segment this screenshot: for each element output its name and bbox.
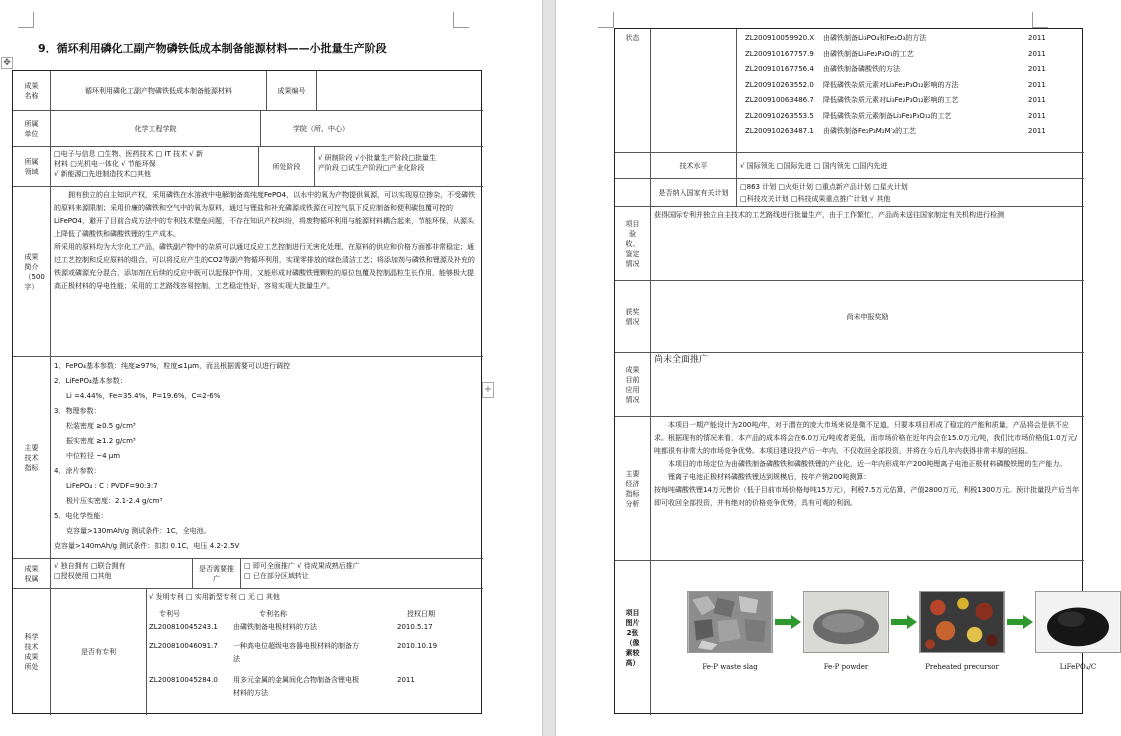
econ-paragraph: 本项目的市场定位为由磷铁制备磷酸铁和磷酸铁锂的产业化，近一年内形成年产200吨锂离子电池正极材料磷酸铁锂的生产能力。 (668, 460, 1067, 468)
summary-text (51, 187, 483, 357)
econ-paragraph: 本项目一期产能设计为200吨/年，对于潜在的庞大市场来说是微不足道，只要本项目形成了稳定的产能和质量，产品将会是供不应求。根据现有的情况来看，本产品的成本将会在6.0万元/吨或者更低，而市场价格在近年内会在15.0万元/吨，我们比市场价格低1.0万元/吨都很有非常大的市场竞争优势。本项目建设投产后一年内，不仅收回全部投资，并将在今后几年内获得非常丰厚的回报。 (654, 421, 1077, 455)
flow-step (687, 591, 773, 672)
promo-line: □ 即可全面推广 √ 待成果成熟后推广 (244, 562, 360, 570)
field-line: √ 新能源□先进制造技术□其他 (54, 170, 151, 178)
patent-row: ZL200910263487.1 由磷铁制备Fe₂P₃M₂M′₃的工艺 2011 (745, 127, 1046, 135)
summary-paragraph: 所采用的原料均为大宗化工产品，磷铁副产物中的杂质可以通过反应工艺控制进行无害化处理，在原料的供应和价格方面都非常稳定；通过工艺控制和反应原料的组合，可以将反应产生的CO2等副产物循环利用，实现零排放的绿色清洁工艺；将添加剂与磷铁和锂源及补充的铁源或磷源充分混合，添加剂在后续的反应中既可以起保护作用，又能形成对磷酸铁锂颗粒的原位包覆及控制晶粒生长作用，能够极大提高正极材料的导电性能；采用的工艺路线容易控制，工艺稳定性好，容易实现大批量生产。 (54, 243, 475, 290)
flow-caption: Preheated precursor (925, 663, 999, 671)
unit-value: 化学工程学院 (51, 111, 261, 147)
promo-label: 是否需要推广 (193, 559, 241, 589)
flow-step (919, 591, 1005, 672)
patent-list-continued (737, 29, 1084, 153)
identify-label: 项目验收、鉴定情况 (615, 207, 651, 281)
number-value[interactable] (317, 71, 483, 111)
stage-label: 所处阶段 (259, 147, 315, 187)
rights-options[interactable] (51, 559, 193, 589)
unit-suffix: 学院（所、中心） (261, 111, 483, 147)
right-document-page (556, 0, 1095, 736)
flow-caption: LiFePO₄/C (1059, 663, 1097, 671)
name-label: 成果名称 (13, 71, 51, 111)
tech-options[interactable]: √ 国际领先 □国际先进 □ 国内领先 □国内先进 (737, 153, 1084, 179)
process-flow (687, 591, 1121, 672)
flow-caption: Fe-P powder (823, 663, 869, 671)
fe-p-powder-photo (803, 591, 889, 653)
field-options[interactable] (51, 147, 259, 187)
indicator-line: Li =4.44%，Fe=35.4%，P=19.6%，C=2-6% (66, 392, 221, 400)
plan-options[interactable] (737, 179, 1084, 207)
identify-value: 获得国际专利并独立自主技术的工艺路线进行批量生产，由于工作繁忙，产品尚未送往国家制定有关机构进行检测 (651, 207, 1084, 281)
patent-row: ZL200910167757.9 由磷铁制备Li₃Fe₂P₃O₁的工艺 2011 (745, 49, 1046, 58)
name-value: 循环利用磷化工副产物磷铁低成本制备能源材料 (51, 71, 267, 111)
fe-p-slag-photo (687, 591, 773, 653)
stage-line: 产阶段 □试生产阶段□产业化阶段 (318, 164, 425, 172)
award-value: 尚未申报奖励 (651, 281, 1084, 353)
ip-sub-label: 是否有专利 (51, 589, 147, 715)
status-spacer (615, 179, 651, 207)
plan-line: □科技攻关计划 □科技成果重点推广计划 √ 其他 (740, 195, 891, 203)
number-label: 成果编号 (267, 71, 317, 111)
patent-row: ZL200810045284.0 用多元金属的金属间化合物制备含锂电极材料的方法 2011 (149, 676, 415, 697)
patent-list (147, 589, 483, 715)
achievement-table-left (12, 70, 482, 714)
indicator-line: 松装密度 ≥0.5 g/cm³ (66, 422, 136, 430)
indicator-line: 3．物理参数： (54, 407, 101, 415)
econ-text (651, 417, 1084, 561)
promo-line: □ 已在部分区域转让 (244, 572, 309, 580)
stage-line: √ 研制阶段 √小批量生产阶段□批量生 (318, 154, 436, 162)
summary-label: 成果简介（500字） (13, 187, 51, 357)
apply-value: 尚未全面推广 (651, 353, 1084, 417)
crop-mark (453, 12, 469, 28)
right-arrow-icon (889, 591, 919, 653)
indicator-line: 克容量>130mAh/g 测试条件：1C，全电池。 (66, 527, 211, 535)
status-spacer (651, 29, 737, 153)
award-label: 获奖情况 (615, 281, 651, 353)
patent-row: ZL200910059920.X 由磷铁制备Li₃PO₄和Fe₂O₃的方法 2011 (745, 34, 1046, 42)
rights-line: √ 独自拥有 □联合拥有 (54, 562, 126, 570)
pics-label: 项目图片2张（像素较高） (615, 561, 651, 715)
field-label: 所属领域 (13, 147, 51, 187)
indicator-line: 克容量>140mAh/g 测试条件：扣扣 0.1C，电压 4.2-2.5V (54, 542, 240, 550)
indicators-label: 主要技术指标 (13, 357, 51, 559)
status-label: 状态 (615, 29, 651, 153)
table-move-handle-icon[interactable]: ✥ (1, 57, 13, 69)
rights-label: 成果权属 (13, 559, 51, 589)
page-gutter (542, 0, 556, 736)
lifepo4-photo (1035, 591, 1121, 653)
apply-label: 成果目前应用情况 (615, 353, 651, 417)
plan-label: 是否纳入国家有关计划 (651, 179, 737, 207)
stage-options[interactable] (315, 147, 483, 187)
promo-options[interactable] (241, 559, 483, 589)
indicator-line: 极片压实密度：2.1-2.4 g/cm³ (66, 497, 163, 505)
flow-caption: Fe-P waste slag (702, 663, 758, 671)
tech-label: 技术水平 (651, 153, 737, 179)
patent-row: ZL200910263552.0 降低磷铁杂质元素对Li₃Fe₂P₃O₁₂影响的方法 2011 (745, 80, 1046, 89)
summary-paragraph: 拥有独立的自主知识产权，采用磷铁在水溶液中电解制备高纯度FePO4，以水中的氧为产物提供氧源，可以实现原位掺杂，不受磷铁的原料来源限制；采用价廉的磷铁和空气中的氧为原料，通过与锂盐和补充磷源或铁源在可控气氛下反应制备和便利碳包覆可控的LiFePO4，避开了目前合成方法中的专利技术壁垒问题，不存在知识产权纠纷，将废物循环利用与能源材料耦合起来，节能环保，从源头上降低了磷酸铁和磷酸铁锂的生产成本。 (54, 191, 476, 238)
unit-label: 所属单位 (13, 111, 51, 147)
indicators-list (51, 357, 483, 559)
left-document-page (0, 0, 542, 736)
ip-type-options[interactable]: √ 发明专利 □ 实用新型专利 □ 无 □ 其他 (149, 593, 280, 601)
patent-row: ZL200910063486.7 降低磷铁杂质元素对Li₃Fe₂P₃O₁₂影响的工艺 2011 (745, 96, 1046, 104)
flow-step (803, 591, 889, 672)
section-title: 9．循环利用磷化工副产物磷铁低成本制备能源材料——小批量生产阶段 (38, 42, 387, 55)
patent-header: 专利号 专利名称 授权日期 (159, 610, 435, 618)
right-arrow-icon (1005, 591, 1035, 653)
achievement-table-right (614, 28, 1097, 714)
indicator-line: 2．LiFePO₄基本参数： (54, 377, 127, 385)
add-row-plus-icon[interactable]: + (482, 382, 494, 398)
rights-line: □授权使用 □其他 (54, 572, 112, 580)
indicator-line: 中位粒径 ~4 μm (66, 452, 121, 460)
indicator-line: 4．涂片参数： (54, 467, 101, 475)
patent-row: ZL200810046091.7 一种高电位超级电容器电极材料的制备方法 2010.10.19 (149, 642, 438, 663)
field-line: □电子与信息 □生物、医药技术 □ IT 技术 √ 新 (54, 150, 203, 158)
indicator-line: 1．FePO₄基本参数：纯度≥97%，粒度≤1μm，而且根据需要可以进行调控 (54, 362, 290, 370)
ip-label: 科学技术成果所处 (13, 589, 51, 715)
right-arrow-icon (773, 591, 803, 653)
status-spacer (615, 153, 651, 179)
crop-mark (598, 12, 614, 28)
econ-paragraph: 按每吨磷酸铁锂14万元售价（低于目前市场价格每吨15万元），利税7.5万元估算，产值2800万元，利税1300万元。预计批量投产后当年即可收回全部投资，并有绝对的价格竞争优势，具有可观的利润。 (654, 486, 1080, 507)
plan-line: □863 计划 □火炬计划 □重点新产品计划 □星火计划 (740, 183, 908, 191)
precursor-photo (919, 591, 1005, 653)
patent-row: ZL200810045243.1 由磷铁制备电极材料的方法 2010.5.17 (149, 623, 433, 631)
flow-step (1035, 591, 1121, 672)
field-line: 材料 □光机电一体化 √ 节能环保 (54, 160, 156, 168)
pics-area (651, 561, 1097, 715)
indicator-line: LiFePO₄ : C : PVDF=90:3:7 (66, 482, 158, 490)
econ-paragraph: 锂离子电池正极材料磷酸铁锂达到规模后，按年产销200吨测算： (668, 473, 871, 481)
econ-label: 主要经济指标分析 (615, 417, 651, 561)
patent-row: ZL200910263553.5 降低磷铁杂质元素制备Li₃Fe₂P₃O₁₂的工艺 2011 (745, 111, 1046, 120)
patent-row: ZL200910167756.4 由磷铁制备磷酸铁的方法 2011 (745, 65, 1046, 73)
crop-mark (18, 12, 34, 28)
indicator-line: 5．电化学性能： (54, 512, 108, 520)
indicator-line: 振实密度 ≥1.2 g/cm³ (66, 437, 136, 445)
crop-mark (1032, 12, 1048, 28)
